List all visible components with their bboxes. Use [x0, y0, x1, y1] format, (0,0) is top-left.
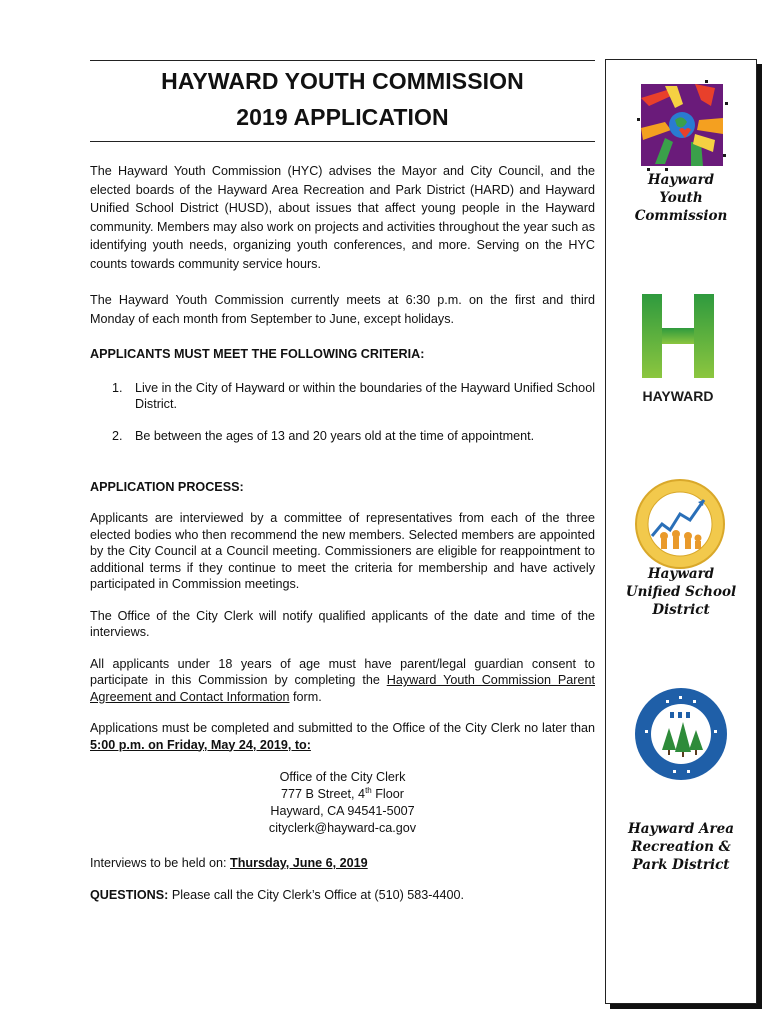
questions-line	[90, 886, 595, 905]
deadline-paragraph	[90, 720, 595, 753]
address-city: Hayward, CA 94541-5007	[270, 804, 415, 818]
main-column	[90, 60, 595, 904]
top-rule	[90, 60, 595, 61]
criteria-item-2	[90, 428, 595, 444]
address-office: Office of the City Clerk	[279, 770, 406, 784]
criteria-item-text: Live in the City of Hayward or within the boundaries of the Hayward Unified School District.	[135, 381, 595, 411]
consent-text-end: form.	[289, 689, 322, 704]
criteria-item-1	[90, 380, 595, 412]
logo-sidebar	[605, 59, 757, 1004]
clerk-address	[90, 769, 595, 837]
consent-text: All applicants under 18 years of age must have parent/legal guardian consent to participate in this Commission by completing the	[90, 656, 595, 687]
criteria-item-number: 2.	[112, 429, 123, 443]
title-line-1: HAYWARD YOUTH COMMISSION	[161, 68, 524, 94]
questions-label: QUESTIONS:	[90, 887, 169, 902]
hard-caption: Hayward Area Recreation & Park District	[628, 821, 734, 873]
youth-commission-caption: Hayward Youth Commission	[634, 172, 728, 224]
process-paragraph-1: Applicants are interviewed by a committee of representatives from each of the three elected bodies who then recommend the new members. Selected members are appointed by the City Council at a Council meeting. Commissioners are eligible for reappointment to additional terms if they continue to meet the criteria for membership and have actively participated in Commission meetings.	[90, 511, 595, 591]
hard-logo	[633, 686, 729, 782]
intro-paragraph-1: The Hayward Youth Commission (HYC) advises the Mayor and City Council, and the elected boards of the Hayward Area Recreation and Park District (HARD) and Hayward Unified School District (HUSD), about issues that affect young people in the Hayward community. Members may also work on projects and activities throughout the year such as identifying youth needs, organizing youth conferences, and more. Serving on the HYC counts towards community service hours.	[90, 164, 595, 271]
title-line-2: 2019 APPLICATION	[236, 104, 449, 130]
process-paragraph-2: The Office of the City Clerk will notify qualified applicants of the date and time of the interviews.	[90, 608, 595, 639]
consent-paragraph	[90, 656, 595, 706]
husd-logo	[634, 478, 726, 570]
title-rule	[90, 141, 595, 142]
criteria-item-text: Be between the ages of 13 and 20 years old at the time of appointment.	[135, 429, 535, 443]
interviews-line	[90, 854, 595, 873]
criteria-heading: APPLICANTS MUST MEET THE FOLLOWING CRITERIA:	[90, 347, 425, 361]
criteria-item-number: 1.	[112, 381, 123, 395]
process-heading: APPLICATION PROCESS:	[90, 480, 244, 494]
clerk-email-link[interactable]: cityclerk@hayward-ca.gov	[268, 821, 417, 835]
criteria-list	[90, 380, 595, 444]
address-street: 777 B Street, 4th Floor	[281, 785, 404, 801]
parent-agreement-form-link[interactable]: Hayward Youth Commission Parent Agreement and Contact Information	[90, 673, 595, 704]
questions-text: Please call the City Clerk’s Office at (510) 583-4400.	[168, 887, 465, 902]
interviews-date: Thursday, June 6, 2019	[230, 856, 368, 870]
page-title	[90, 63, 595, 135]
husd-caption: Hayward Unified School District	[625, 566, 737, 618]
intro-paragraph-2: The Hayward Youth Commission currently meets at 6:30 p.m. on the first and third Monday of each month from September to June, except holidays.	[90, 293, 595, 326]
deadline-date: 5:00 p.m. on Friday, May 24, 2019, to:	[90, 737, 311, 752]
youth-commission-logo	[635, 78, 729, 172]
hayward-wordmark: HAYWARD	[642, 388, 714, 404]
city-of-hayward-logo	[638, 292, 722, 404]
deadline-text: Applications must be completed and submitted to the Office of the City Clerk no later than	[90, 721, 595, 735]
interviews-label: Interviews to be held on:	[90, 856, 231, 870]
